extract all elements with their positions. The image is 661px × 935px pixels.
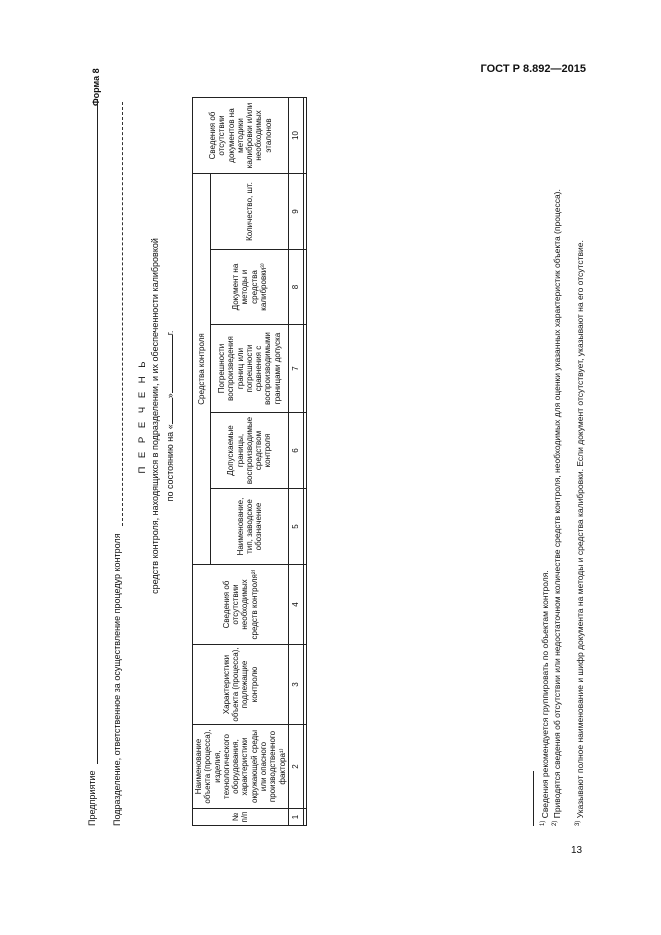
col-header-8: Документ на методы и средства калибровки³⁾ (211, 250, 289, 325)
col-num-4: 4 (288, 565, 303, 645)
list-subheading: средств контроля, находящихся в подразделении, и их обеспеченности калибровкой (150, 238, 160, 594)
footnote-3: $^{3)}$ Указывают полное наименование и шифр документа на методы и средства калибровки. Если документ отсутствует, указывают на его отсутствие. (574, 240, 585, 826)
col-header-4: Сведения об отсутствии необходимых средств контроля²⁾ (193, 565, 289, 645)
col-header-7: Погрешности воспроизведения границ или погрешности сравнения с воспроизводимыми границами допуска (211, 325, 289, 413)
col-header-1: № п/п (193, 809, 289, 826)
date-day-blank (163, 398, 173, 424)
empty-cell (303, 645, 306, 725)
empty-cell (303, 98, 306, 174)
empty-cell (303, 174, 306, 250)
date-suffix: г. (165, 330, 175, 336)
group-header: Средства контроля (193, 174, 211, 565)
col-header-3: Характеристики объекта (процесса), подлежащие контролю (193, 645, 289, 725)
col-num-5: 5 (288, 489, 303, 565)
department-line (122, 102, 123, 526)
footnote-2: $^{2)}$ Приводятся сведения об отсутствии или недостаточном количестве средств контроля, необходимых для оценки указанных характеристик объекта (процесса). (551, 189, 562, 826)
rotated-form (87, 6, 587, 826)
empty-cell (303, 250, 306, 325)
col-header-6: Допускаемые границы, воспроизводимые средством контроля (211, 413, 289, 489)
col-num-6: 6 (288, 413, 303, 489)
footnote-1: $^{1)}$ Сведения рекомендуется группировать по объектам контроля. (539, 570, 550, 826)
col-header-9: Количество, шт. (211, 174, 289, 250)
col-num-1: 1 (288, 809, 303, 826)
col-header-5: Наименование, тип, заводское обозначение (211, 489, 289, 565)
enterprise-label: Предприятие (87, 770, 97, 826)
enterprise-line (97, 99, 98, 764)
col-num-2: 2 (288, 725, 303, 809)
date-line (163, 6, 175, 826)
empty-cell (303, 809, 306, 826)
date-prefix: по состоянию на « (165, 424, 175, 502)
page-number: 13 (571, 845, 583, 856)
empty-cell (303, 489, 306, 565)
empty-cell (303, 725, 306, 809)
empty-cell (303, 413, 306, 489)
col-num-10: 10 (288, 98, 303, 174)
date-month-blank (163, 335, 173, 393)
empty-cell (303, 325, 306, 413)
col-num-8: 8 (288, 250, 303, 325)
date-mid: » (165, 393, 175, 399)
col-header-10: Сведения об отсутствии документов на методики калибровки и/или необходимых эталонов (193, 98, 289, 174)
col-num-3: 3 (288, 645, 303, 725)
standard-code: ГОСТ Р 8.892—2015 (480, 63, 586, 75)
form-title: Форма 8 (91, 68, 101, 106)
department-label: Подразделение, ответственное за осуществление процедур контроля (112, 533, 122, 826)
means-table (192, 97, 307, 826)
col-num-9: 9 (288, 174, 303, 250)
col-header-2: Наименование объекта (процесса), изделия, технологического оборудования, характеристики окружающей среды или опасного производственного фактора¹⁾ (193, 725, 289, 809)
col-num-7: 7 (288, 325, 303, 413)
empty-cell (303, 565, 306, 645)
footnote-rule (533, 771, 534, 826)
list-heading: П Е Р Е Ч Е Н Ь (137, 358, 148, 474)
